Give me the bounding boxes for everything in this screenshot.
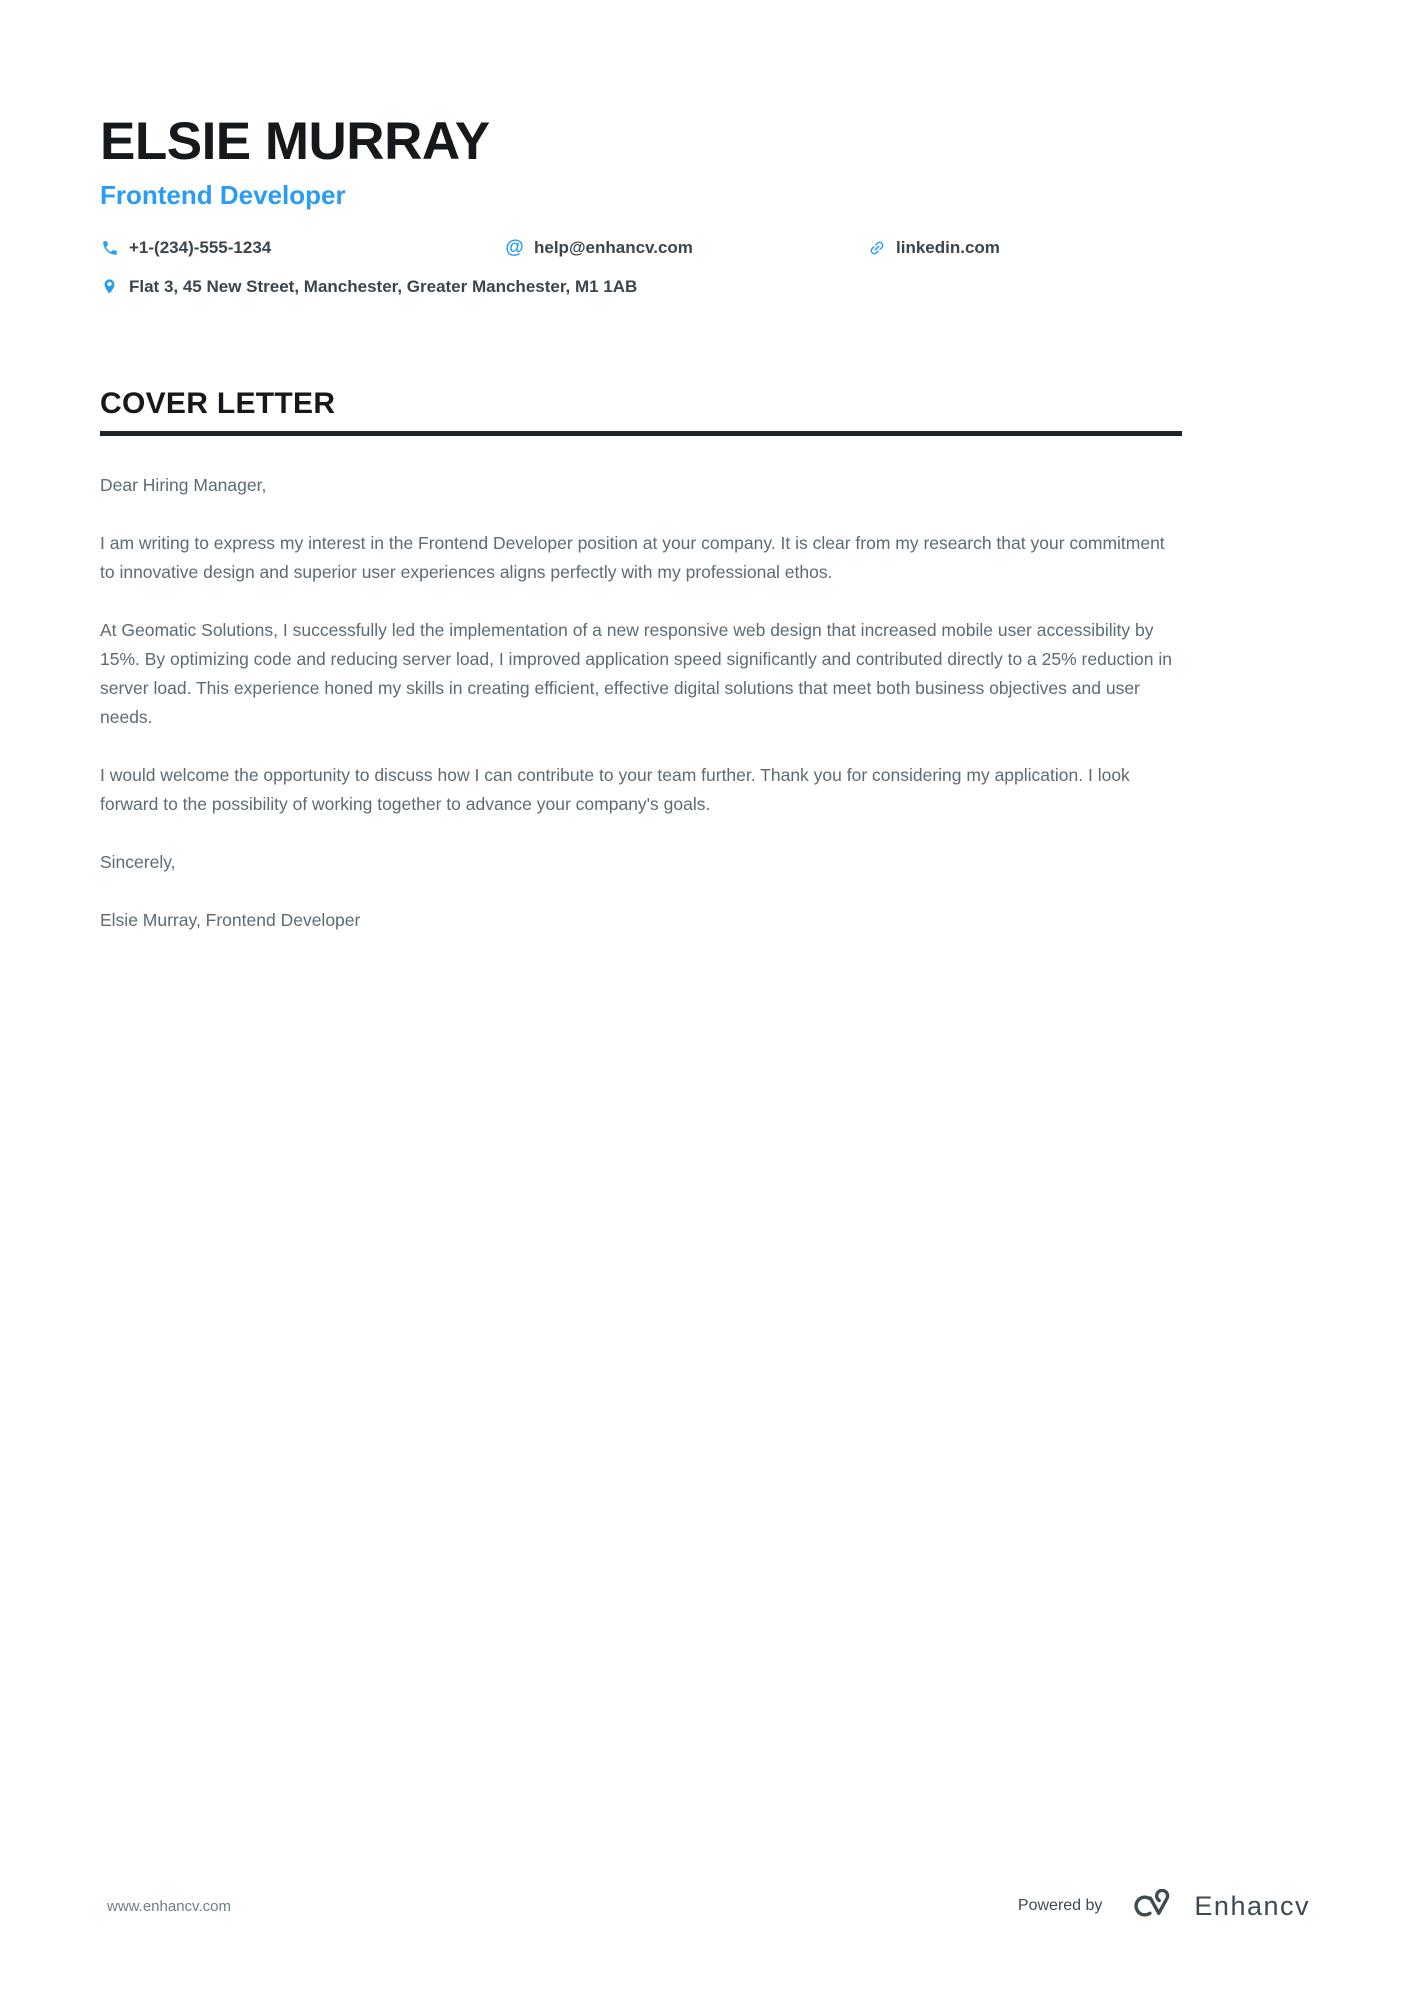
footer-site-url: www.enhancv.com: [107, 1897, 231, 1915]
letter-closing: Sincerely,: [100, 851, 176, 872]
person-name: ELSIE MURRAY: [100, 112, 490, 171]
at-sign-icon: @: [505, 237, 524, 259]
page-footer: [0, 1889, 1410, 1923]
cover-letter-section: [100, 386, 1182, 436]
enhancv-logo-icon: [1126, 1889, 1178, 1923]
footer-brand: [1018, 1889, 1310, 1923]
contact-row-1: [100, 238, 1182, 258]
contact-phone: [100, 238, 505, 258]
section-rule: [100, 431, 1182, 436]
phone-value: +1-(234)-555-1234: [129, 237, 272, 257]
address-value: Flat 3, 45 New Street, Manchester, Greater Manchester, M1 1AB: [129, 276, 638, 296]
linkedin-value: linkedin.com: [896, 237, 1000, 257]
section-heading: COVER LETTER: [100, 386, 336, 420]
enhancv-wordmark: Enhancv: [1194, 1890, 1310, 1921]
letter-paragraph: At Geomatic Solutions, I successfully led the implementation of a new responsive web design that increased mobile user accessibility by 15%. By optimizing code and reducing server load, I improved application speed significantly and contributed directly to a 25% reduction in server load. This experience honed my skills in creating efficient, effective digital solutions that meet both business objectives and user needs.: [100, 619, 1173, 727]
salutation: Dear Hiring Manager,: [100, 474, 267, 495]
letter-signature: Elsie Murray, Frontend Developer: [100, 909, 361, 930]
document-content: [0, 0, 1282, 935]
powered-by-label: Powered by: [1017, 1897, 1103, 1914]
job-title: Frontend Developer: [100, 179, 346, 210]
contact-block: [100, 238, 1182, 297]
location-pin-icon: [100, 277, 119, 296]
letter-paragraph: I would welcome the opportunity to discuss how I can contribute to your team further. Thank you for considering my application. I look forward to the possibility of working together to advance your company's goals.: [100, 764, 1130, 814]
phone-icon: [100, 238, 119, 257]
contact-row-2: [100, 277, 1182, 297]
link-icon: [867, 238, 886, 257]
contact-address: [100, 277, 637, 297]
contact-linkedin: [867, 238, 1000, 258]
letter-paragraph: I am writing to express my interest in the Frontend Developer position at your company. It is clear from my research that your commitment to innovative design and superior user experiences aligns perfectly with my professional ethos.: [100, 532, 1165, 582]
email-value: help@enhancv.com: [534, 237, 693, 257]
letter-body: [100, 471, 1182, 935]
contact-email: [505, 238, 867, 258]
